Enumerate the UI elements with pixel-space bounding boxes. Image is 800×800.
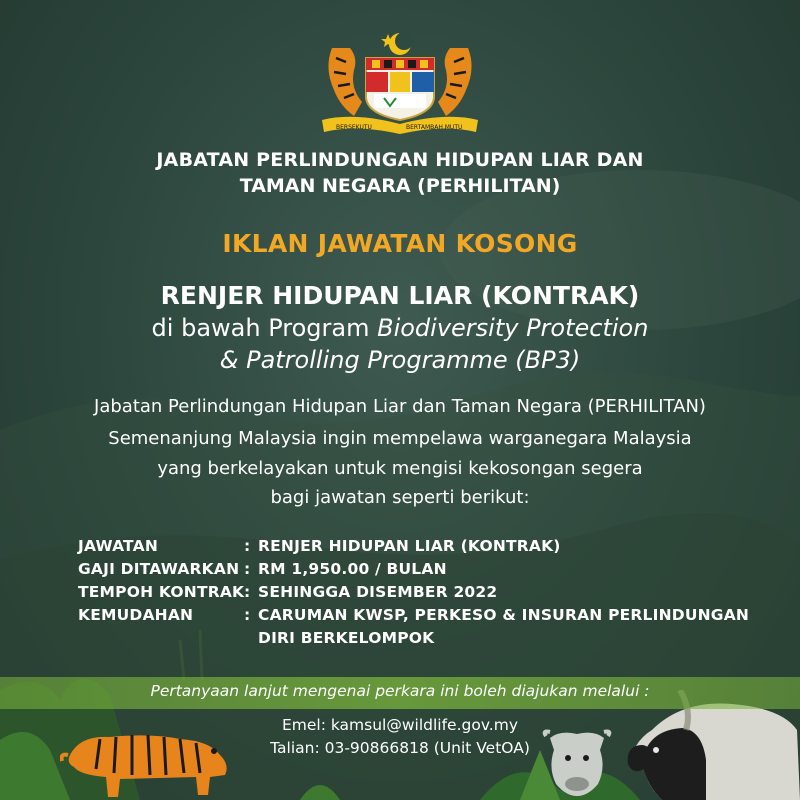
ad-title: IKLAN JAWATAN KOSONG [222,229,578,258]
program-name-part1: Biodiversity Protection [377,314,649,342]
department-name-line1: JABATAN PERLINDUNGAN HIDUPAN LIAR DAN [156,149,644,171]
program-prefix: di bawah Program [151,314,370,342]
detail-value [258,604,758,650]
detail-value-line1: CARUMAN KWSP, PERKESO & INSURAN PERLINDUNGAN [258,606,750,624]
job-details [78,535,758,650]
crest-motto-right: BERTAMBAH MUTU [406,124,463,131]
contact-email: Emel: kamsul@wildlife.gov.my [281,716,519,734]
crest-motto-left: BERSEKUTU [336,124,372,131]
detail-row-position [78,535,758,558]
department-name-line2: TAMAN NEGARA (PERHILITAN) [239,175,561,197]
detail-separator: : [244,537,251,555]
detail-separator: : [244,560,251,578]
program-line [0,312,800,344]
detail-row-salary [78,558,758,581]
detail-row-contract-period [78,581,758,604]
intro-line4: bagi jawatan seperti berikut: [270,487,530,508]
detail-separator: : [244,583,251,601]
detail-value: SEHINGGA DISEMBER 2022 [258,583,498,601]
contact-lead: Pertanyaan lanjut mengenai perkara ini boleh diajukan melalui : [150,682,650,700]
detail-value: RM 1,950.00 / BULAN [258,560,447,578]
detail-key: TEMPOH KONTRAK [78,583,245,601]
intro-line1: Jabatan Perlindungan Hidupan Liar dan Taman Negara (PERHILITAN) [94,396,706,417]
contact-phone: Talian: 03-90866818 (Unit VetOA) [270,739,530,757]
detail-row-benefits [78,604,758,650]
coat-of-arms-icon [314,28,486,136]
detail-value: RENJER HIDUPAN LIAR (KONTRAK) [258,537,561,555]
intro-line3: yang berkelayakan untuk mengisi kekosongan segera [157,458,643,479]
position-title: RENJER HIDUPAN LIAR (KONTRAK) [160,281,640,310]
detail-separator: : [244,606,251,624]
intro-line2: Semenanjung Malaysia ingin mempelawa warganegara Malaysia [108,428,692,449]
detail-value-line2: DIRI BERKELOMPOK [258,629,435,647]
detail-key: JAWATAN [78,537,158,555]
detail-key: GAJI DITAWARKAN [78,560,240,578]
detail-key: KEMUDAHAN [78,606,194,624]
program-name-part2: & Patrolling Programme (BP3) [219,346,581,374]
